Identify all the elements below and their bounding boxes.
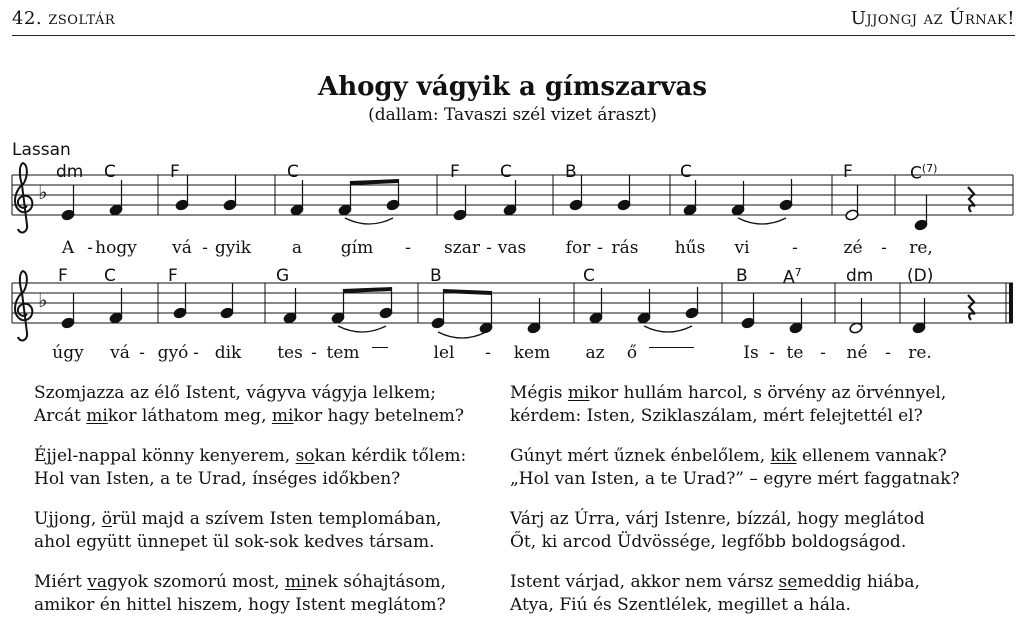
slur	[438, 332, 486, 338]
verse-line: Arcát mikor láthatom meg, mikor hagy betelnem?	[34, 406, 464, 426]
verse-line: Ujjong, örül majd a szívem Isten templomában,	[34, 509, 442, 529]
chord-symbol: $A^7$	[783, 266, 802, 288]
chord-symbol: C	[287, 162, 299, 182]
flat-icon: ♭	[38, 180, 48, 204]
chord-symbol: C	[104, 162, 116, 182]
lyric-syllable: -	[139, 343, 145, 363]
chord-symbol: F	[450, 162, 460, 182]
chord-symbol: F	[58, 266, 68, 286]
lyric-syllable: gyó	[157, 343, 189, 363]
lyric-syllable: dik	[214, 343, 242, 363]
verse-line: kérdem: Isten, Sziklaszálam, mért felejtettél el?	[510, 406, 923, 426]
chord-symbol: F	[170, 162, 180, 182]
beam	[350, 179, 399, 185]
lyric-syllable: rás	[611, 238, 639, 258]
lyric-syllable: gím	[340, 238, 374, 258]
lyric-syllable: -	[881, 238, 887, 258]
lyric-syllable: ő	[626, 343, 638, 363]
lyric-syllable: hűs	[674, 238, 706, 258]
lyric-syllable: te	[786, 343, 804, 363]
chord-symbol: C	[500, 162, 512, 182]
verse-line: Szomjazza az élő Istent, vágyva vágyja lelkem;	[34, 383, 436, 403]
beam	[443, 289, 492, 295]
lyric-syllable: -	[597, 238, 603, 258]
lyric-syllable: szar	[444, 238, 480, 258]
lyric-syllable: vá	[110, 343, 130, 363]
verse-line: amikor én hittel hiszem, hogy Istent meglátom?	[34, 595, 446, 615]
lyric-syllable: a	[291, 238, 303, 258]
lyric-syllable: né	[846, 343, 868, 363]
chord-symbol: dm	[56, 162, 84, 182]
staff-system-1	[12, 163, 1013, 232]
chord-symbol: G	[276, 266, 290, 286]
chord-symbol: (D)	[907, 266, 934, 286]
verse-line: Őt, ki arcod Üdvössége, legfőbb boldogságod.	[510, 532, 907, 552]
flat-icon: ♭	[38, 288, 48, 312]
verse-line: Éjjel-nappal könny kenyerem, sokan kérdik tőlem:	[34, 446, 467, 466]
lyric-syllable: hogy	[95, 238, 137, 258]
lyric-syllable: tes	[277, 343, 303, 363]
verse-column-right	[510, 382, 960, 617]
lyric-syllable: zé	[843, 238, 863, 258]
slur	[338, 326, 386, 332]
chord-symbol: F	[168, 266, 178, 286]
lyric-syllable: -	[311, 343, 317, 363]
chord-symbol: C	[104, 266, 116, 286]
verse-line: Várj az Úrra, várj Istenre, bízzál, hogy meglátod	[510, 509, 925, 529]
song-title: Ahogy vágyik a gímszarvas	[318, 72, 707, 102]
quarter-rest-icon	[968, 295, 975, 320]
lyric-syllable: re.	[908, 343, 932, 363]
treble-clef-icon	[15, 163, 32, 232]
staff-system-2	[12, 271, 1013, 340]
quarter-rest-icon	[968, 187, 975, 212]
lyric-syllable: vi	[734, 238, 750, 258]
lyric-syllable: vá	[172, 238, 192, 258]
chord-symbol: B	[736, 266, 748, 286]
verse-line: ahol együtt ünnepet ül sok-sok kedves társam.	[34, 532, 435, 552]
lyric-syllable: A	[61, 238, 75, 258]
psalm-number: 42. zsoltár	[12, 8, 116, 29]
lyric-syllable: vas	[497, 238, 527, 258]
lyric-syllable: -	[485, 343, 491, 363]
lyric-syllable: -	[202, 238, 208, 258]
lyric-syllable: az	[585, 343, 605, 363]
tempo-marking: Lassan	[12, 140, 71, 160]
lyric-syllable: kem	[513, 343, 551, 363]
beam	[343, 287, 392, 293]
song-subtitle: (dallam: Tavaszi szél vizet áraszt)	[368, 105, 657, 125]
lyric-syllable: -	[820, 343, 826, 363]
verse-column-left	[34, 382, 466, 617]
lyric-syllable: -	[769, 343, 775, 363]
verse-line: Gúnyt mért űznek énbelőlem, kik ellenem vannak?	[510, 446, 947, 466]
lyric-syllable: gyik	[214, 238, 252, 258]
lyric-syllable: -	[87, 238, 93, 258]
verse-line: Miért vagyok szomorú most, minek sóhajtásom,	[34, 572, 446, 592]
lyric-syllable: re,	[909, 238, 933, 258]
lyric-syllable: -	[792, 238, 798, 258]
verse-line: Istent várjad, akkor nem vársz semeddig hiába,	[510, 572, 920, 592]
verse-line: Mégis mikor hullám harcol, s örvény az örvénnyel,	[510, 383, 947, 403]
chord-symbol: B	[565, 162, 577, 182]
verse-line: „Hol van Isten, a te Urad?” – egyre mért faggatnak?	[510, 469, 960, 489]
verse-line: Atya, Fiú és Szentlélek, megillet a hála.	[510, 595, 851, 615]
chord-symbol: C	[583, 266, 595, 286]
chord-symbol: $C^{(7)}$	[910, 162, 938, 184]
lyric-syllable: -	[486, 238, 492, 258]
chord-symbol: F	[843, 162, 853, 182]
section-title: Ujjongj az Úrnak!	[850, 8, 1015, 29]
lyric-syllable: Is	[743, 343, 759, 363]
lyric-syllable: -	[405, 238, 411, 258]
treble-clef-icon	[15, 271, 32, 340]
slur	[644, 326, 692, 332]
verse-line: Hol van Isten, a te Urad, ínséges időkben?	[34, 469, 401, 489]
slur	[738, 218, 786, 224]
lyric-syllable: -	[193, 343, 199, 363]
lyric-syllable: for	[565, 238, 591, 258]
chord-symbol: dm	[846, 266, 874, 286]
chord-symbol: C	[680, 162, 692, 182]
lyric-syllable: -	[885, 343, 891, 363]
lyric-syllable: úgy	[52, 343, 84, 363]
lyric-syllable: lel	[433, 343, 455, 363]
slur	[345, 218, 393, 224]
chord-symbol: B	[430, 266, 442, 286]
lyric-syllable: tem	[326, 343, 360, 363]
